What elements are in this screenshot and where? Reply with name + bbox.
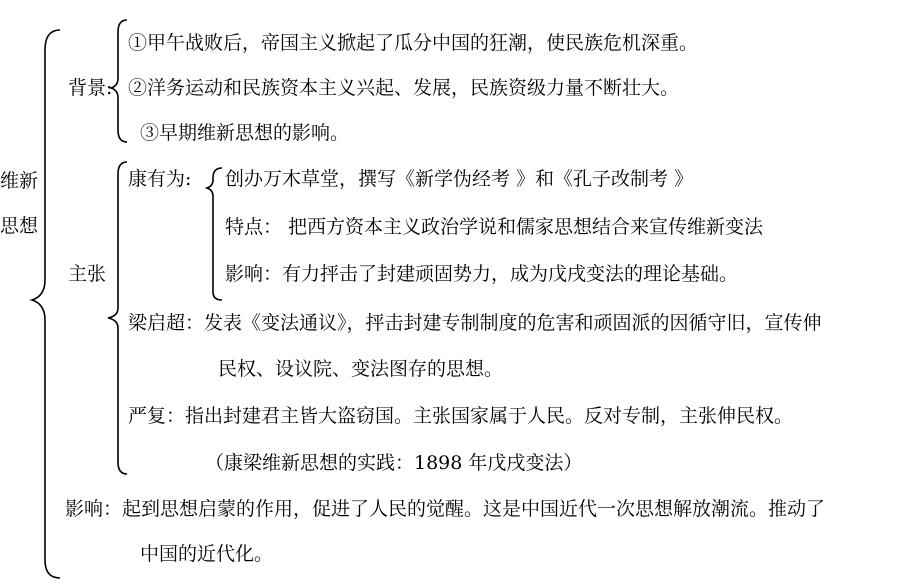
liang-line-2: 民权、设议院、变法图存的思想。 (218, 358, 504, 380)
background-item-2: ②洋务运动和民族资本主义兴起、发展，民族资级力量不断壮大。 (128, 77, 680, 99)
main-brace (32, 30, 60, 578)
kang-works: 创办万木草堂，撰写《新学伪经考 》和《孔子改制考 》 (225, 168, 694, 190)
yan-fu: 严复：指出封建君主皆大盗窃国。主张国家属于人民。反对专制，主张伸民权。 (128, 405, 794, 427)
liang-line-1: 梁启超：发表《变法通议》，抨击封建专制制度的危害和顽固派的因循守旧，宣传伸 (128, 312, 822, 334)
background-item-1: ①甲午战败后，帝国主义掀起了瓜分中国的狂潮，使民族危机深重。 (128, 32, 699, 54)
kang-feature: 特点： 把西方资本主义政治学说和儒家思想结合来宣传维新变法 (225, 216, 764, 238)
kang-influence: 影响：有力抨击了封建顽固势力，成为戊戌变法的理论基础。 (225, 263, 739, 285)
main-topic-line-2: 思想 (0, 215, 39, 237)
background-brace (111, 20, 127, 142)
background-label: 背景: (68, 77, 113, 99)
kang-label: 康有为: (128, 168, 192, 190)
impact-line-1: 影响：起到思想启蒙的作用，促进了人民的觉醒。这是中国近代一次思想解放潮流。推动了 (65, 498, 826, 520)
kang-brace (207, 168, 222, 300)
background-item-3: ③早期维新思想的影响。 (140, 122, 350, 144)
main-topic-line-1: 维新 (0, 170, 39, 192)
proposition-label: 主张 (68, 263, 107, 285)
proposition-brace (108, 162, 127, 474)
impact-line-2: 中国的近代化。 (140, 543, 274, 565)
practice-note: （康梁维新思想的实践：1898 年戊戌变法） (205, 452, 583, 474)
